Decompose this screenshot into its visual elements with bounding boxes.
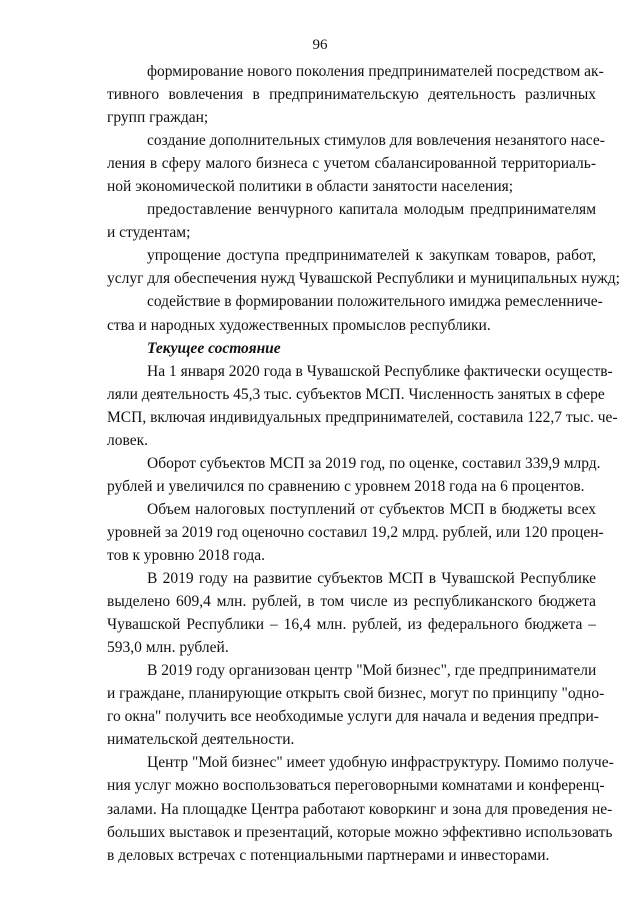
list-item bbox=[107, 290, 603, 336]
text-line: рублей и увеличился по сравнению с уровнем 2018 года на 6 процентов. bbox=[107, 477, 585, 495]
section-heading bbox=[107, 337, 596, 360]
paragraph bbox=[107, 567, 596, 659]
text-line: и граждане, планирующие открыть свой бизнес, могут по принципу "одно- bbox=[107, 685, 605, 703]
text-line: нимательской деятельности. bbox=[107, 731, 295, 749]
list-item bbox=[107, 244, 620, 290]
text-line: В 2019 году организован центр "Мой бизнес", где предприниматели bbox=[147, 662, 597, 680]
text-line: ной экономической политики в области занятости населения; bbox=[107, 178, 514, 196]
text-line: Центр "Мой бизнес" имеет удобную инфраструктуру. Помимо получе- bbox=[147, 754, 614, 772]
text-line: В 2019 году на развитие субъектов МСП в Чувашской Республике bbox=[147, 570, 596, 588]
text-line: уровней за 2019 год оценочно составил 19,2 млрд. рублей, или 120 процен- bbox=[107, 523, 604, 541]
text-line: Оборот субъектов МСП за 2019 год, по оценке, составил 339,9 млрд. bbox=[147, 454, 601, 472]
text-line: упрощение доступа предпринимателей к закупкам товаров, работ, bbox=[147, 247, 596, 265]
text-line: Объем налоговых поступлений от субъектов МСП в бюджеты всех bbox=[147, 500, 596, 518]
paragraph bbox=[107, 452, 601, 498]
text-line: 593,0 млн. рублей. bbox=[107, 639, 229, 657]
paragraph bbox=[107, 498, 604, 567]
text-line: ловек. bbox=[107, 431, 148, 449]
text-line: создание дополнительных стимулов для вовлечения незанятого насе- bbox=[147, 132, 605, 150]
paragraph bbox=[107, 659, 605, 751]
text-line: содействие в формировании положительного имиджа ремесленниче- bbox=[147, 293, 603, 311]
text-line: формирование нового поколения предпринимателей посредством ак- bbox=[147, 63, 604, 80]
text-line: выделено 609,4 млн. рублей, в том числе из республиканского бюджета bbox=[107, 593, 596, 611]
list-item bbox=[107, 129, 605, 198]
text-line: МСП, включая индивидуальных предпринимателей, составила 122,7 тыс. че- bbox=[107, 408, 618, 426]
paragraph bbox=[107, 360, 618, 452]
text-line: услуг для обеспечения нужд Чувашской Республики и муниципальных нужд; bbox=[107, 270, 620, 288]
list-item bbox=[107, 60, 604, 129]
text-line: тивного вовлечения в предпринимательскую деятельность различных bbox=[107, 86, 596, 104]
page-number: 96 bbox=[312, 37, 328, 53]
text-line: больших выставок и презентаций, которые можно эффективно использовать bbox=[107, 823, 613, 841]
text-line: го окна" получить все необходимые услуги для начала и ведения предпри- bbox=[107, 708, 599, 726]
list-item bbox=[107, 198, 596, 244]
text-line: ления в сферу малого бизнеса с учетом сбалансированной территориаль- bbox=[107, 155, 596, 173]
text-line: ства и народных художественных промыслов республики. bbox=[107, 316, 491, 334]
text-line: ния услуг можно воспользоваться переговорными комнатами и конференц- bbox=[107, 777, 605, 795]
text-line: тов к уровню 2018 года. bbox=[107, 546, 266, 564]
text-line: Чувашской Республики – 16,4 млн. рублей, из федерального бюджета – bbox=[107, 616, 596, 634]
text-line: ляли деятельность 45,3 тыс. субъектов МСП. Численность занятых в сфере bbox=[107, 385, 605, 403]
text-line: залами. На площадке Центра работают коворкинг и зона для проведения не- bbox=[107, 800, 613, 818]
text-line: и студентам; bbox=[107, 224, 191, 242]
text-body bbox=[107, 60, 620, 867]
text-line: в деловых встречах с потенциальными партнерами и инвесторами. bbox=[107, 846, 550, 864]
text-line: предоставление венчурного капитала молодым предпринимателям bbox=[147, 201, 596, 219]
text-line: групп граждан; bbox=[107, 109, 209, 127]
paragraph bbox=[107, 751, 614, 866]
text-line: На 1 января 2020 года в Чувашской Республике фактически осуществ- bbox=[147, 362, 613, 380]
heading-text: Текущее состояние bbox=[147, 339, 281, 357]
